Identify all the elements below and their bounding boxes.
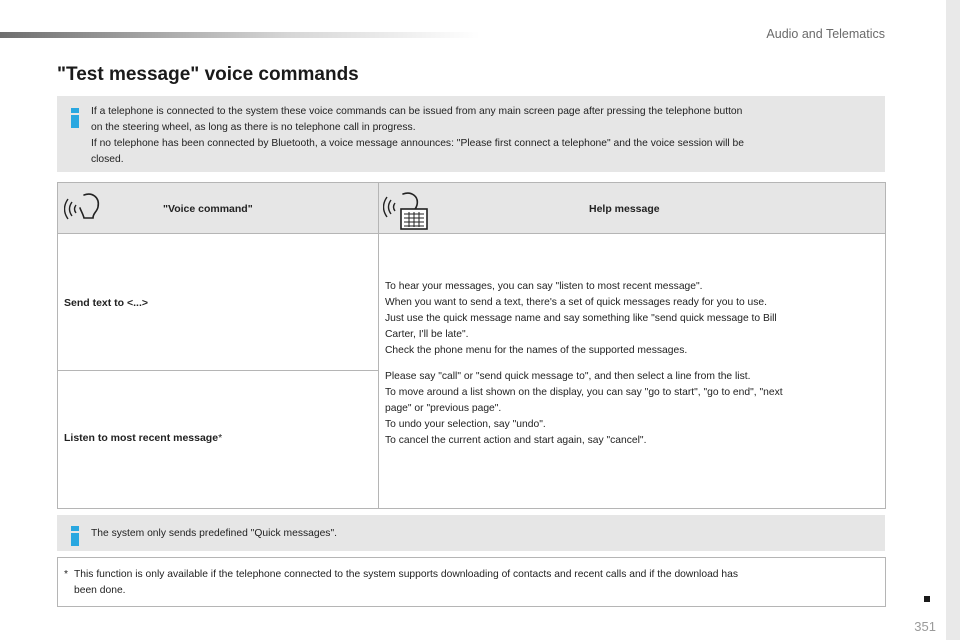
info-text (91, 104, 875, 168)
info-line: If no telephone has been connected by Bluetooth, a voice message announces: "Please first connect a telephone" and the voice session will be (91, 138, 745, 149)
table-row-command (58, 234, 379, 371)
info-line: closed. (91, 154, 124, 165)
help-message-text (385, 279, 875, 449)
command-label: Send text to <...> (64, 297, 149, 309)
header-gradient-bar (0, 32, 480, 38)
help-line: Just use the quick message name and say something like "send quick message to Bill (385, 313, 777, 324)
help-line: To hear your messages, you can say "listen to most recent message". (385, 281, 703, 292)
command-text (64, 432, 222, 444)
header-voice-command (58, 183, 379, 234)
info-box-connection (57, 96, 885, 172)
info-box-quick-messages (57, 515, 885, 551)
help-line: Carter, I'll be late". (385, 329, 469, 340)
footnote (57, 557, 886, 607)
page-title: "Test message" voice commands (57, 64, 359, 85)
section-title: Audio and Telematics (766, 27, 885, 41)
footnote-text: This function is only available if the telephone connected to the system supports downloading of contacts and recent calls and if the download has (74, 569, 738, 580)
footnote-marker: * (64, 569, 69, 580)
command-text (64, 297, 148, 309)
header-help-message (379, 183, 885, 234)
command-label: Listen to most recent message (64, 432, 219, 444)
page-marker (924, 596, 930, 602)
info-text: The system only sends predefined "Quick messages". (91, 528, 337, 539)
footnote-marker: * (218, 432, 223, 444)
page-edge-strip (946, 0, 960, 640)
column-header-label: Help message (589, 203, 660, 215)
help-line: page" or "previous page". (385, 403, 502, 414)
help-line: To undo your selection, say "undo". (385, 419, 546, 430)
table-row-command (58, 371, 379, 508)
footnote-text: been done. (74, 585, 126, 596)
info-icon (71, 108, 79, 128)
column-header-label: "Voice command" (163, 203, 253, 215)
page-number: 351 (914, 619, 936, 634)
help-line: To move around a list shown on the display, you can say "go to start", "go to end", "next (385, 387, 783, 398)
help-line: When you want to send a text, there's a set of quick messages ready for you to use. (385, 297, 768, 308)
info-line: If a telephone is connected to the system these voice commands can be issued from any main screen page after pressing the telephone button (91, 106, 743, 117)
voice-speaking-icon (64, 191, 104, 230)
help-line: Please say "call" or "send quick message to", and then select a line from the list. (385, 371, 751, 382)
voice-display-icon (383, 191, 429, 236)
help-line: To cancel the current action and start again, say "cancel". (385, 435, 647, 446)
info-line: on the steering wheel, as long as there is no telephone call in progress. (91, 122, 416, 133)
info-icon (71, 526, 79, 546)
help-line: Check the phone menu for the names of the supported messages. (385, 345, 688, 356)
